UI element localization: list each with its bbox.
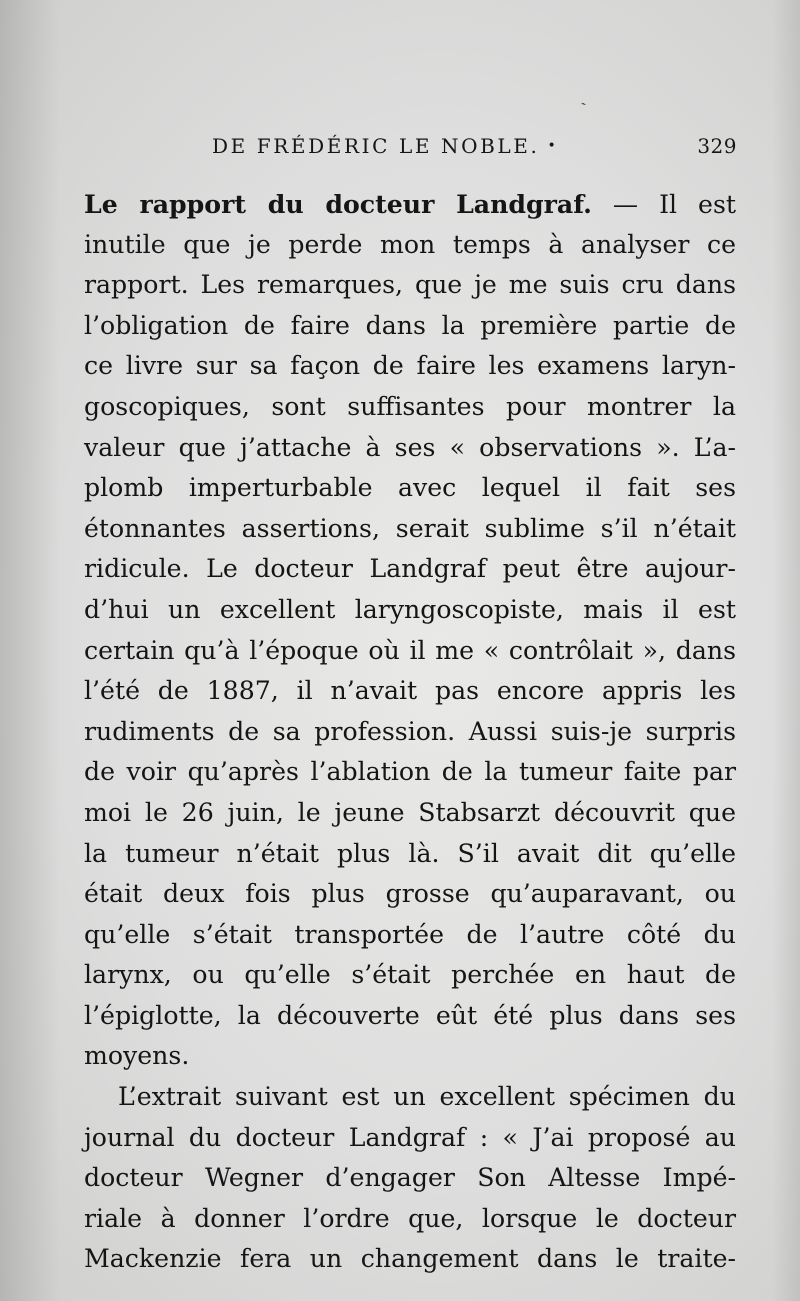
- text-line: ce livre sur sa façon de faire les examens laryn-: [84, 351, 736, 381]
- text-line: Mackenzie fera un changement dans le traite-: [84, 1244, 736, 1274]
- text-line: goscopiques, sont suffisantes pour montrer la: [84, 391, 736, 421]
- text-line: d’hui un excellent laryngoscopiste, mais il est: [84, 594, 736, 624]
- text-line: rapport. Les remarques, que je me suis cru dans: [84, 270, 736, 300]
- text-line: de voir qu’après l’ablation de la tumeur faite par: [84, 757, 736, 787]
- section-heading: Le rapport du docteur Landgraf.: [84, 189, 592, 219]
- page-number: 329: [697, 134, 737, 158]
- text-line: ridicule. Le docteur Landgraf peut être aujour-: [84, 554, 736, 584]
- text-line: L’extrait suivant est un excellent spécimen du: [118, 1082, 736, 1112]
- header-separator: •: [547, 138, 559, 154]
- text-line: l’été de 1887, il n’avait pas encore appris les: [84, 676, 736, 706]
- text-line: inutile que je perde mon temps à analyser ce: [84, 229, 736, 259]
- text-line: l’obligation de faire dans la première partie de: [84, 310, 736, 340]
- text-line-content: — Il est: [591, 190, 736, 219]
- text-line: riale à donner l’ordre que, lorsque le docteur: [84, 1203, 736, 1233]
- text-line: moi le 26 juin, le jeune Stabsarzt découvrit que: [84, 797, 736, 827]
- text-line: [84, 184, 736, 225]
- running-title-group: [212, 134, 558, 158]
- text-line: la tumeur n’était plus là. S’il avait dit qu’elle: [84, 838, 736, 868]
- running-title: DE FRÉDÉRIC LE NOBLE.: [212, 134, 540, 158]
- text-line: valeur que j’attache à ses « observations ». L’a-: [84, 432, 736, 462]
- text-line: journal du docteur Landgraf : « J’ai proposé au: [84, 1122, 736, 1152]
- text-line: larynx, ou qu’elle s’était perchée en haut de: [84, 960, 736, 990]
- text-line: docteur Wegner d’engager Son Altesse Impé-: [84, 1163, 736, 1193]
- text-line: certain qu’à l’époque où il me « contrôlait », dans: [84, 635, 736, 665]
- text-line: était deux fois plus grosse qu’auparavant, ou: [84, 879, 736, 909]
- text-line: rudiments de sa profession. Aussi suis-je surpris: [84, 716, 736, 746]
- text-line: moyens.: [84, 1041, 190, 1071]
- text-line: étonnantes assertions, serait sublime s’il n’était: [84, 513, 736, 543]
- text-line: qu’elle s’était transportée de l’autre côté du: [84, 919, 736, 949]
- text-line: l’épiglotte, la découverte eût été plus dans ses: [84, 1000, 736, 1030]
- ink-speck: ˏ: [574, 85, 588, 108]
- running-header: [212, 131, 737, 161]
- text-line: plomb imperturbable avec lequel il fait ses: [84, 473, 736, 503]
- body-text: [84, 184, 736, 1280]
